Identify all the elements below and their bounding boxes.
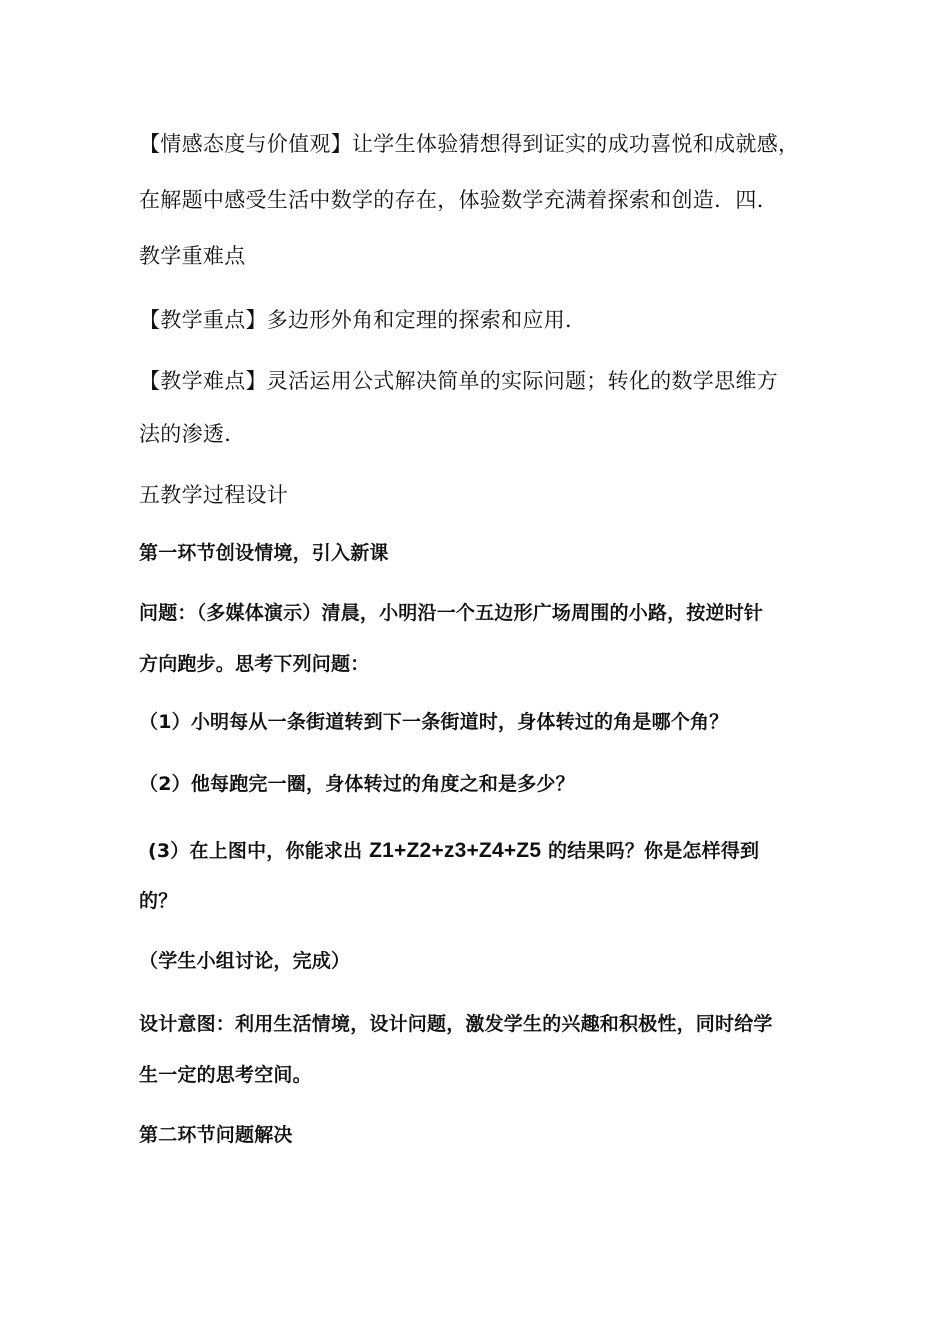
affective-goals-line-1: 【情感态度与价值观】让学生体验猜想得到证实的成功喜悦和成就感， bbox=[139, 132, 800, 156]
section-heading-key-difficult: 教学重难点 bbox=[139, 244, 246, 268]
group-discussion-note: （学生小组讨论，完成） bbox=[139, 950, 351, 972]
problem-line-1: 问题：（多媒体演示）清晨，小明沿一个五边形广场周围的小路，按逆时针 bbox=[139, 602, 764, 624]
question-3-line-1 bbox=[148, 838, 759, 864]
design-intent-line-1: 设计意图：利用生活情境，设计问题，激发学生的兴趣和积极性，同时给学 bbox=[139, 1013, 773, 1035]
question-3-prefix: (3）在上图中，你能求出 bbox=[148, 840, 363, 862]
question-3-line-2: 的？ bbox=[139, 890, 178, 912]
question-2: （2）他每跑完一圈，身体转过的角度之和是多少？ bbox=[139, 773, 575, 795]
angle-sum-formula: Z1+Z2+z3+Z4+Z5 bbox=[369, 839, 542, 862]
design-intent-line-2: 生一定的思考空间。 bbox=[139, 1064, 312, 1086]
question-1: （1）小明每从一条街道转到下一条街道时，身体转过的角是哪个角？ bbox=[139, 711, 729, 733]
stage-one-heading: 第一环节创设情境，引入新课 bbox=[139, 542, 389, 564]
problem-line-2: 方向跑步。思考下列问题： bbox=[139, 653, 370, 675]
section-heading-process: 五教学过程设计 bbox=[139, 483, 289, 507]
stage-two-heading: 第二环节问题解决 bbox=[139, 1124, 293, 1146]
teaching-difficulty-line-1: 【教学难点】灵活运用公式解决简单的实际问题；转化的数学思维方 bbox=[139, 369, 778, 393]
teaching-difficulty-line-2: 法的渗透． bbox=[139, 422, 246, 446]
teaching-key-point: 【教学重点】多边形外角和定理的探索和应用． bbox=[139, 308, 587, 332]
affective-goals-line-2: 在解题中感受生活中数学的存在，体验数学充满着探索和创造．四． bbox=[139, 188, 778, 212]
question-3-suffix: 的结果吗？你是怎样得到 bbox=[548, 840, 760, 862]
